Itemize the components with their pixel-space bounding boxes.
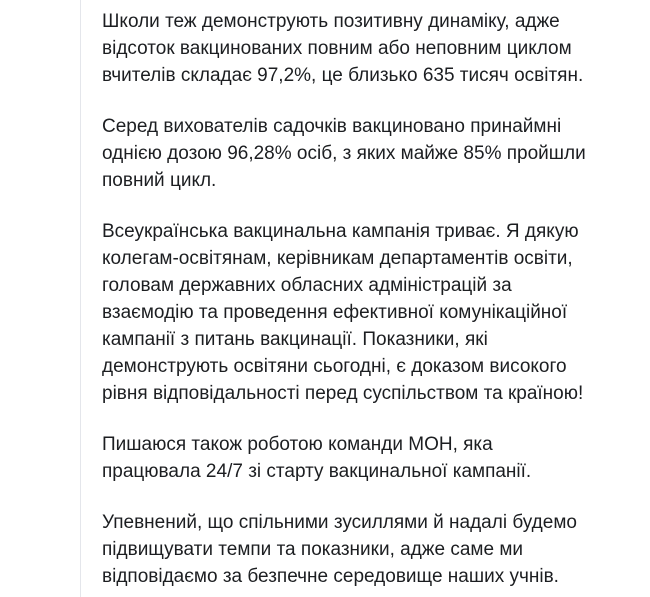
post-paragraph-schools: Школи теж демонструють позитивну динаміку, адже відсоток вакцинованих повним або неповним циклом вчителів складає 97,2%, це близько 635 тисяч освітян. <box>102 11 584 86</box>
post-text <box>102 8 632 597</box>
post-paragraph-conclusion: Упевнений, що спільними зусиллями й надалі будемо підвищувати темпи та показники, адже саме ми відповідаємо за безпечне середовище наших учнів. <box>102 512 577 587</box>
left-divider <box>80 0 81 597</box>
post-paragraph-ministry-team: Пишаюся також роботою команди МОН, яка працювала 24/7 зі старту вакцинальної кампанії. <box>102 434 532 482</box>
post-paragraph-kindergartens: Серед вихователів садочків вакциновано принаймні однією дозою 96,28% осіб, з яких майже 85% пройшли повний цикл. <box>102 116 586 191</box>
post-paragraph-campaign: Всеукраїнська вакцинальна кампанія триває. Я дякую колегам-освітянам, керівникам департаментів освіти, головам державних обласних адміністрацій за взаємодію та проведення ефективної комунікаційної кампанії з питань вакцинації. Показники, які демонструють освітяни сьогодні, є доказом високого рівня відповідальності перед суспільством та країною! <box>102 221 584 404</box>
